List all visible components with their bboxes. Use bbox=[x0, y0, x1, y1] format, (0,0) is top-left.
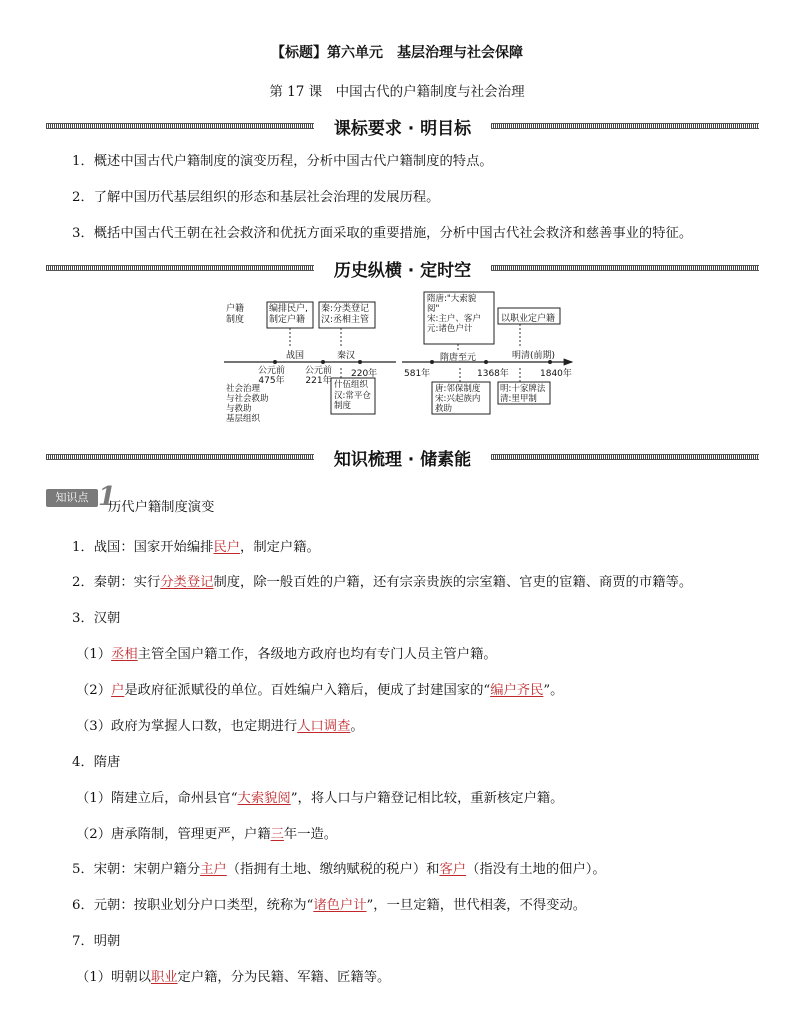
section-title: 知识梳理 · 储素能 bbox=[333, 449, 472, 470]
knowledge-topic: 历代户籍制度演变 bbox=[108, 500, 215, 515]
tick-220 bbox=[358, 360, 362, 364]
unit-title: 【标题】第六单元 基层治理与社会保障 bbox=[271, 45, 523, 61]
answer-blank: 编户齐民 bbox=[490, 683, 544, 698]
knowledge-line bbox=[72, 858, 606, 877]
text: ”。 bbox=[543, 683, 564, 698]
section-header-timeline bbox=[46, 255, 759, 281]
text: ，制定户籍。 bbox=[240, 540, 320, 555]
box-text: 秦:分类登记 汉:丞相主管 bbox=[321, 304, 370, 325]
answer-blank: 诸色户计 bbox=[313, 898, 367, 913]
date-label: 公元前 221年 bbox=[305, 366, 333, 386]
knowledge-line bbox=[76, 643, 497, 662]
section-divider-left bbox=[46, 265, 314, 271]
answer-blank: 民户 bbox=[213, 540, 241, 555]
section-title: 课标要求 · 明目标 bbox=[333, 118, 472, 139]
knowledge-line: 4．隋唐 bbox=[72, 755, 121, 770]
knowledge-line bbox=[76, 715, 364, 734]
text: （指没有土地的佃户）。 bbox=[466, 862, 606, 877]
knowledge-line bbox=[76, 787, 563, 806]
tick-475 bbox=[273, 360, 277, 364]
text: （1） bbox=[76, 647, 112, 662]
axis-break bbox=[396, 358, 402, 366]
answer-blank: 大索貌阅 bbox=[237, 791, 291, 806]
knowledge-line: 3．汉朝 bbox=[72, 611, 121, 626]
section-divider-left bbox=[46, 123, 314, 129]
goal-item: 2．了解中国历代基层组织的形态和基层社会治理的发展历程。 bbox=[72, 190, 440, 205]
knowledge-line bbox=[72, 894, 586, 913]
text: 是政府征派赋役的单位。百姓编户入籍后，便成了封建国家的“ bbox=[124, 683, 491, 698]
tick-581 bbox=[430, 360, 434, 364]
section-divider-right bbox=[491, 454, 759, 460]
text: 1．战国：国家开始编排 bbox=[72, 540, 214, 555]
answer-blank: 职业 bbox=[150, 970, 178, 985]
text: （2） bbox=[76, 683, 112, 698]
answer-blank: 户 bbox=[111, 683, 125, 698]
section-title: 历史纵横 · 定时空 bbox=[333, 260, 472, 281]
knowledge-line bbox=[76, 966, 390, 985]
lesson-title: 第 17 课 中国古代的户籍制度与社会治理 bbox=[269, 84, 525, 100]
box-text: 什伍组织 汉:常平仓 制度 bbox=[334, 380, 371, 411]
timeline-row-label-bottom bbox=[226, 384, 269, 424]
tick-1368 bbox=[484, 360, 488, 364]
text: （1）明朝以 bbox=[76, 970, 151, 985]
text: 制度，除一般百姓的户籍，还有宗亲贵族的宗室籍、官吏的宦籍、商贾的市籍等。 bbox=[213, 575, 693, 590]
text: （3）政府为掌握人口数，也定期进行 bbox=[76, 719, 298, 734]
row-label-line: 基层组织 bbox=[226, 414, 261, 424]
date-label: 1840年 bbox=[540, 369, 572, 379]
text: 年一造。 bbox=[283, 827, 338, 842]
text: ”，一旦定籍，世代相袭，不得变动。 bbox=[366, 898, 587, 913]
section-divider-right bbox=[491, 265, 759, 271]
period-label: 秦汉 bbox=[337, 351, 356, 361]
row-label-line: 与社会救助 bbox=[226, 394, 269, 404]
text: 主管全国户籍工作，各级地方政府也均有专门人员主管户籍。 bbox=[137, 647, 497, 662]
answer-blank: 三 bbox=[270, 827, 284, 842]
date-label: 220年 bbox=[351, 369, 378, 379]
section-header-goals bbox=[46, 113, 759, 139]
answer-blank: 丞相 bbox=[111, 647, 138, 662]
timeline-row-label: 户籍 制度 bbox=[226, 304, 245, 325]
tick-221 bbox=[321, 360, 325, 364]
text: （2）唐承隋制，管理更严，户籍 bbox=[76, 827, 271, 842]
period-label: 明清(前期) bbox=[512, 351, 556, 361]
answer-blank: 客户 bbox=[439, 862, 467, 877]
text: ”，将人口与户籍登记相比较，重新核定户籍。 bbox=[290, 791, 564, 806]
answer-blank: 主户 bbox=[200, 862, 227, 877]
text: （1）隋建立后，命州县官“ bbox=[76, 791, 238, 806]
text: 定户籍，分为民籍、军籍、匠籍等。 bbox=[177, 970, 391, 985]
box-text: 唐:邻保制度 宋:兴起族内 救助 bbox=[435, 384, 481, 414]
badge-number: 1 bbox=[98, 482, 117, 512]
section-divider-left bbox=[46, 454, 314, 460]
knowledge-line bbox=[76, 823, 337, 842]
knowledge-line bbox=[76, 679, 563, 698]
knowledge-line bbox=[72, 571, 692, 590]
goal-item: 1．概述中国古代户籍制度的演变历程，分析中国古代户籍制度的特点。 bbox=[72, 154, 493, 169]
section-divider-right bbox=[491, 123, 759, 129]
goal-item: 3．概括中国古代王朝在社会救济和优抚方面采取的重要措施，分析中国古代社会救济和慈善事业的特征。 bbox=[72, 226, 693, 241]
answer-blank: 分类登记 bbox=[160, 575, 214, 590]
box-text: 以职业定户籍 bbox=[501, 314, 556, 324]
text: 2．秦朝：实行 bbox=[72, 575, 161, 590]
knowledge-line bbox=[72, 536, 320, 555]
period-label: 隋唐至元 bbox=[440, 353, 477, 363]
period-label: 战国 bbox=[286, 351, 305, 361]
row-label-line: 社会治理 bbox=[226, 384, 261, 394]
date-label: 公元前 475年 bbox=[258, 366, 286, 386]
box-text: 编排民户, 制定户籍 bbox=[269, 304, 308, 325]
text: 。 bbox=[350, 719, 364, 734]
text: （指拥有土地、缴纳赋税的税户）和 bbox=[226, 862, 440, 877]
date-label: 1368年 bbox=[477, 369, 509, 379]
section-header-knowledge bbox=[46, 444, 759, 470]
box-text: 明:十家牌法 清:里甲制 bbox=[500, 384, 546, 404]
text: 6．元朝：按职业划分户口类型，统称为“ bbox=[72, 898, 314, 913]
date-label: 581年 bbox=[404, 369, 431, 379]
row-label-line: 与救助 bbox=[226, 404, 252, 414]
text: 5．宋朝：宋朝户籍分 bbox=[72, 862, 201, 877]
badge-label: 知识点 bbox=[46, 489, 98, 507]
answer-blank: 人口调查 bbox=[297, 719, 351, 734]
box-text: 隋唐:"大索貌 阅" 宋:主户、客户 元:诸色户计 bbox=[427, 294, 481, 334]
knowledge-line: 7．明朝 bbox=[72, 934, 121, 949]
